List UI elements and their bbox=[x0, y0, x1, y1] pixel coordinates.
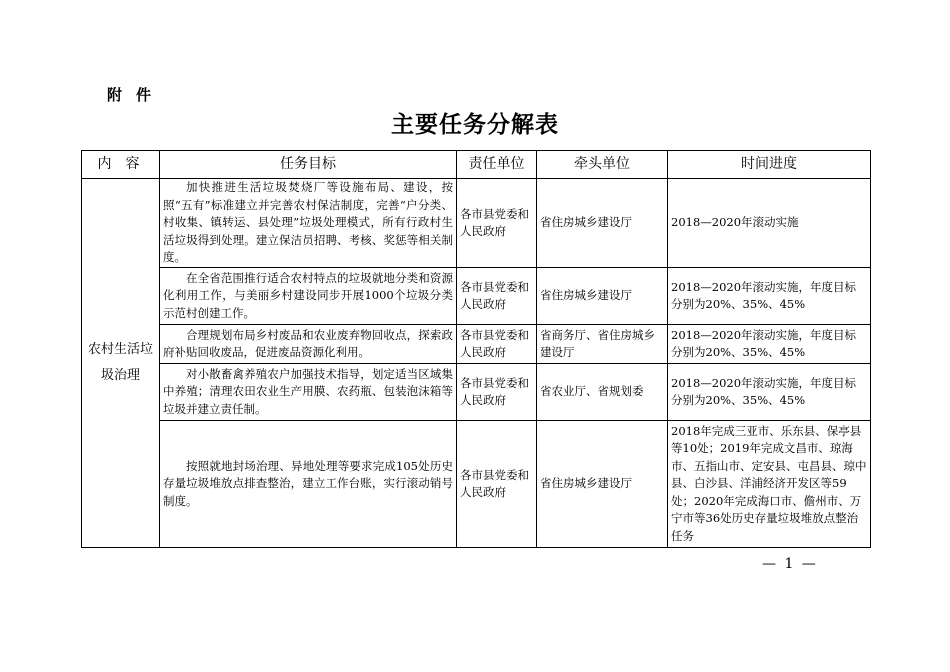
target-cell: 对小散畜禽养殖农户加强技术指导，划定适当区域集中养殖；清理农田农业生产用膜、农药瓶、包装泡沫箱等垃圾并建立责任制。 bbox=[160, 364, 457, 421]
timeline-cell: 2018—2020年滚动实施，年度目标分别为20%、35%、45% bbox=[668, 268, 871, 325]
column-header-target: 任务目标 bbox=[160, 151, 457, 179]
category-cell: 农村生活垃圾治理 bbox=[82, 179, 160, 548]
table-header-row bbox=[82, 151, 871, 179]
attachment-label: 附件 bbox=[107, 86, 166, 104]
responsible-cell: 各市县党委和人民政府 bbox=[457, 421, 537, 548]
timeline-cell: 2018—2020年滚动实施，年度目标分别为20%、35%、45% bbox=[668, 325, 871, 364]
page-title: 主要任务分解表 bbox=[391, 112, 559, 138]
responsible-cell: 各市县党委和人民政府 bbox=[457, 325, 537, 364]
timeline-cell: 2018年完成三亚市、乐东县、保亭县等10处；2019年完成文昌市、琼海市、五指山市、定安县、屯昌县、琼中县、白沙县、洋浦经济开发区等59处；2020年完成海口市、儋州市、万宁市等36处历史存量垃圾堆放点整治任务 bbox=[668, 421, 871, 548]
responsible-cell: 各市县党委和人民政府 bbox=[457, 268, 537, 325]
column-header-content: 内容 bbox=[82, 151, 160, 179]
table-row bbox=[82, 179, 871, 268]
timeline-cell: 2018—2020年滚动实施，年度目标分别为20%、35%、45% bbox=[668, 364, 871, 421]
responsible-cell: 各市县党委和人民政府 bbox=[457, 179, 537, 268]
column-header-timeline: 时间进度 bbox=[668, 151, 871, 179]
target-cell: 加快推进生活垃圾焚烧厂等设施布局、建设，按照“五有”标准建立并完善农村保洁制度，完善“户分类、村收集、镇转运、县处理”垃圾处理模式，所有行政村生活垃圾得到处理。建立保洁员招聘、考核、奖惩等相关制度。 bbox=[160, 179, 457, 268]
responsible-cell: 各市县党委和人民政府 bbox=[457, 364, 537, 421]
column-header-responsible: 责任单位 bbox=[457, 151, 537, 179]
table-row bbox=[82, 364, 871, 421]
lead-cell: 省农业厅、省规划委 bbox=[537, 364, 668, 421]
lead-cell: 省住房城乡建设厅 bbox=[537, 421, 668, 548]
target-cell: 按照就地封场治理、异地处理等要求完成105处历史存量垃圾堆放点排查整治，建立工作台账，实行滚动销号制度。 bbox=[160, 421, 457, 548]
timeline-cell: 2018—2020年滚动实施 bbox=[668, 179, 871, 268]
lead-cell: 省住房城乡建设厅 bbox=[537, 179, 668, 268]
lead-cell: 省商务厅、省住房城乡建设厅 bbox=[537, 325, 668, 364]
table-row bbox=[82, 325, 871, 364]
task-table bbox=[81, 150, 871, 548]
target-cell: 在全省范围推行适合农村特点的垃圾就地分类和资源化利用工作，与美丽乡村建设同步开展1000个垃圾分类示范村创建工作。 bbox=[160, 268, 457, 325]
target-cell: 合理规划布局乡村废品和农业废弃物回收点，探索政府补贴回收废品，促进废品资源化利用。 bbox=[160, 325, 457, 364]
column-header-lead: 牵头单位 bbox=[537, 151, 668, 179]
table-row bbox=[82, 268, 871, 325]
lead-cell: 省住房城乡建设厅 bbox=[537, 268, 668, 325]
table-row bbox=[82, 421, 871, 548]
page-number: — 1 — bbox=[762, 556, 818, 572]
